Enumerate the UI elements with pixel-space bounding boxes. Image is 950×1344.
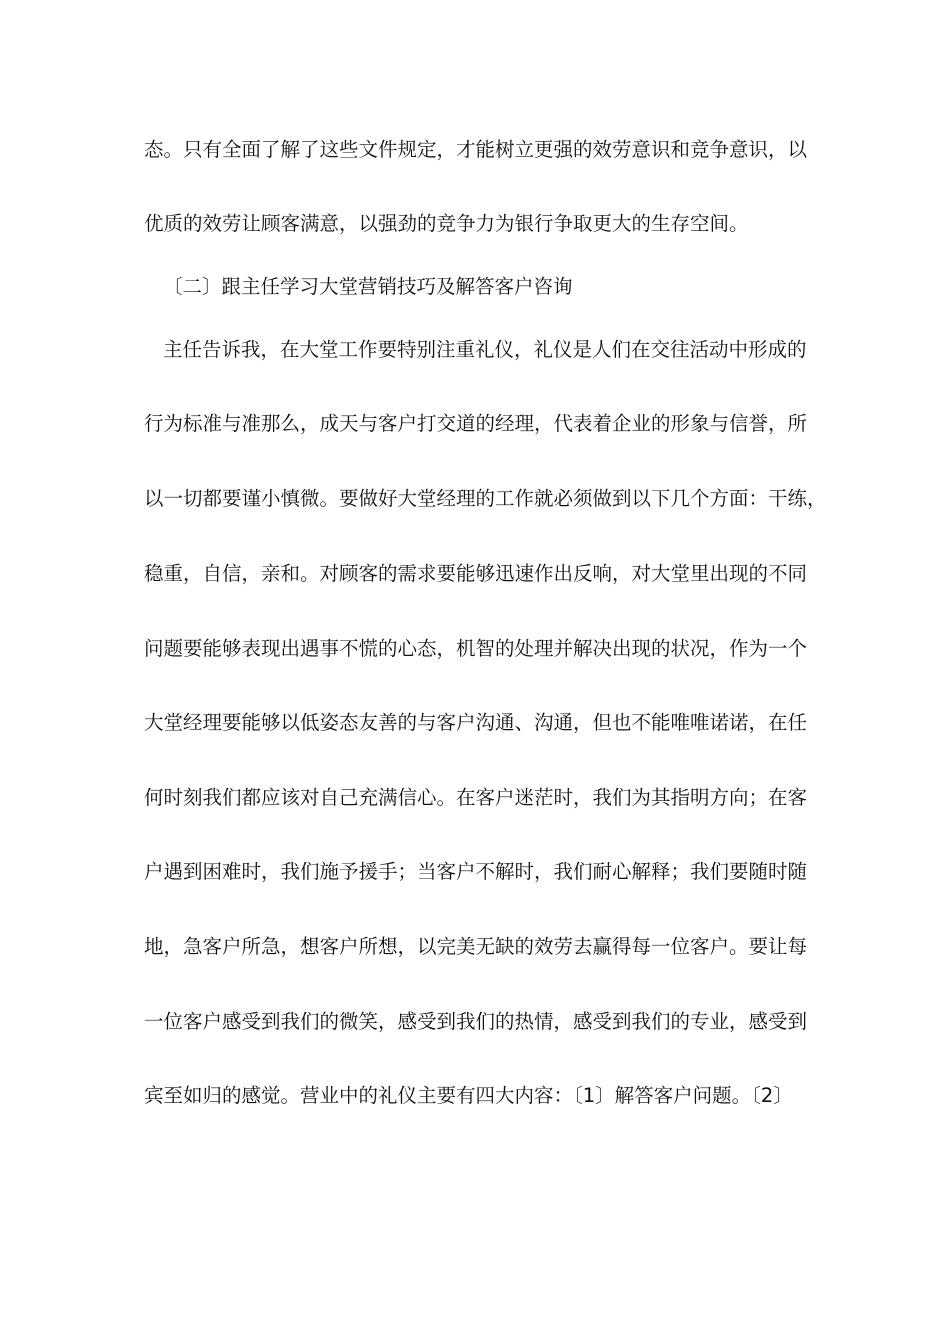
- paragraph-line: 户遇到困难时，我们施予援手；当客户不解时，我们耐心解释；我们要随时随: [144, 860, 808, 883]
- paragraph-line: 优质的效劳让顾客满意，以强劲的竞争力为银行争取更大的生存空间。: [144, 212, 749, 235]
- paragraph-line: 行为标准与准那么，成天与客户打交道的经理，代表着企业的形象与信誉，所: [144, 412, 808, 435]
- paragraph-line: 问题要能够表现出遇事不慌的心态，机智的处理并解决出现的状况，作为一个: [144, 637, 808, 660]
- paragraph-line: 稳重，自信，亲和。对顾客的需求要能够迅速作出反响，对大堂里出现的不同: [144, 562, 808, 585]
- paragraph-line: 何时刻我们都应该对自己充满信心。在客户迷茫时，我们为其指明方向；在客: [144, 786, 808, 809]
- paragraph-line: 一位客户感受到我们的微笑，感受到我们的热情，感受到我们的专业，感受到: [144, 1010, 808, 1033]
- paragraph-line: 态。只有全面了解了这些文件规定，才能树立更强的效劳意识和竞争意识，以: [144, 138, 808, 161]
- section-heading: 〔二〕跟主任学习大堂营销技巧及解答客户咨询: [163, 275, 573, 298]
- paragraph-line: 大堂经理要能够以低姿态友善的与客户沟通、沟通，但也不能唯唯诺诺，在任: [144, 711, 808, 734]
- paragraph-line: 地，急客户所急，想客户所想，以完美无缺的效劳去赢得每一位客户。要让每: [144, 935, 808, 958]
- paragraph-line: 主任告诉我，在大堂工作要特别注重礼仪，礼仪是人们在交往活动中形成的: [163, 338, 807, 361]
- paragraph-line: 宾至如归的感觉。营业中的礼仪主要有四大内容：〔1〕解答客户问题。〔2〕: [144, 1084, 793, 1107]
- paragraph-line: 以一切都要谨小慎微。要做好大堂经理的工作就必须做到以下几个方面：干练，: [144, 487, 827, 510]
